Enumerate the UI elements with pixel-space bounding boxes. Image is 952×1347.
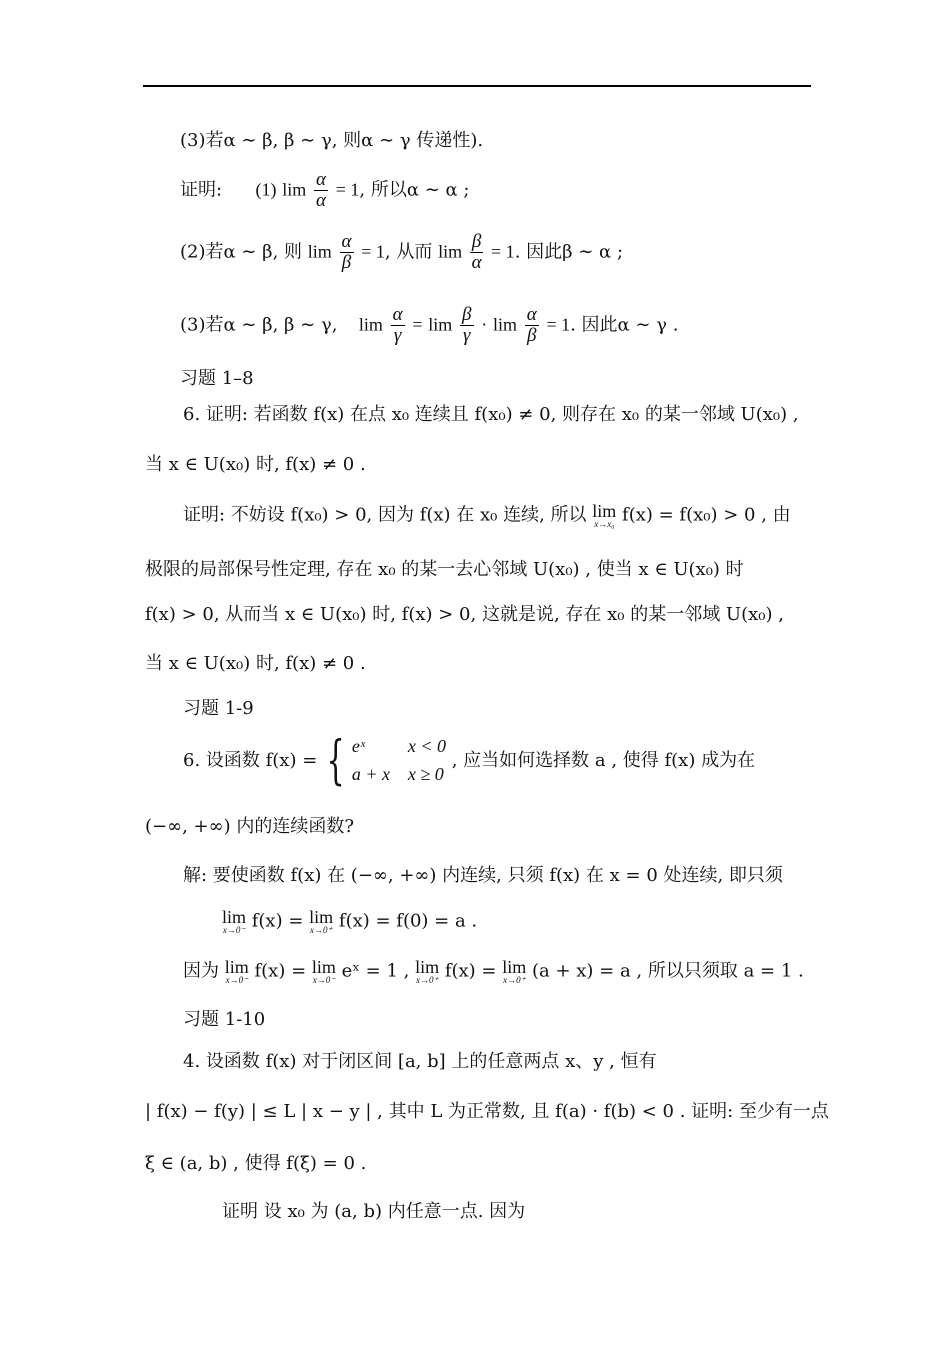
fraction-alpha-beta: $\frac{\alpha}{\beta}$ [526, 304, 537, 346]
equals-one: = 1 [546, 314, 571, 335]
solution-line1: 解: 要使函数 f(x) 在 (−∞, +∞) 内连续, 只须 f(x) 在 x = 0 处连续, 即只须 [183, 865, 783, 886]
limit-x-to-0-plus: lim x→0⁺ [415, 957, 440, 985]
solution-text: f(x) = [251, 910, 304, 932]
problem-6-proof-line4: 当 x ∈ U(x₀) 时, f(x) ≠ 0 . [145, 653, 366, 674]
problem-text: 6. 设函数 f(x) = [183, 749, 318, 771]
limit-x-to-0-minus: lim x→0⁻ [224, 957, 249, 985]
proof-line-1 [180, 170, 469, 211]
problem-6-statement-line2: 当 x ∈ U(x₀) 时, f(x) ≠ 0 . [145, 454, 366, 475]
fraction-beta-gamma: $\frac{\beta}{\gamma}$ [462, 304, 472, 346]
equals-one: = 1 [491, 241, 515, 262]
fraction-alpha-beta: $\frac{\alpha}{\beta}$ [341, 231, 352, 273]
proof-text: f(x) = f(x₀) > 0 , 由 [622, 504, 791, 526]
problem-6-proof-line1 [183, 502, 791, 529]
proof-label: 证明: [180, 179, 223, 201]
problem-6-proof-line2: 极限的局部保号性定理, 存在 x₀ 的某一去心邻域 U(x₀) , 使当 x ∈ U(x₀) 时 [145, 559, 744, 580]
proof-line-1-tail: , 所以α ∼ α ; [359, 179, 470, 201]
solution-text: f(x) = [254, 960, 307, 982]
lim-word: lim [438, 241, 463, 262]
proof-line-3: (3)若α ∼ β, β ∼ γ, lim $\frac{\alpha}{\gamma}$ = lim $\frac{\beta}{\gamma}$ · lim $\frac{\alpha}{\beta}$ = 1. 因此α ∼ γ . [180, 304, 679, 346]
dot-operator: · [481, 314, 488, 335]
header-rule [143, 85, 811, 87]
limit-x-to-0-minus: lim x→0⁻ [222, 907, 247, 935]
item-number: (1) [255, 179, 277, 200]
problem-6-statement-line1: 6. 证明: 若函数 f(x) 在点 x₀ 连续且 f(x₀) ≠ 0, 则存在 x₀ 的某一邻域 U(x₀) , [183, 404, 799, 425]
problem-4-statement-line1: 4. 设函数 f(x) 对于闭区间 [a, b] 上的任意两点 x、y , 恒有 [183, 1051, 657, 1072]
proof-line-2-mid: , 从而 [384, 241, 433, 263]
proof-line-3-head: (3)若α ∼ β, β ∼ γ, [180, 314, 338, 336]
piecewise-brace: { [326, 730, 345, 791]
proof-line-2 [180, 232, 623, 273]
proof-line-3-tail: . 因此α ∼ γ . [570, 314, 679, 336]
lim-word: lim [307, 241, 332, 262]
section-heading-1-10: 习题 1-10 [183, 1009, 266, 1030]
fraction-alpha-gamma: $\frac{\alpha}{\gamma}$ [392, 304, 403, 346]
problem-6b-statement [183, 730, 756, 791]
limit-x-to-0-plus: lim x→0⁺ [502, 957, 527, 985]
lim-word: lim [358, 314, 383, 335]
lim-word: lim [428, 314, 453, 335]
equals-one: = 1 [361, 241, 385, 262]
section-heading-1-9: 习题 1-9 [183, 698, 254, 719]
problem-4-proof-start: 证明 设 x₀ 为 (a, b) 内任意一点. 因为 [222, 1201, 526, 1222]
proof-line-2-tail: . 因此β ∼ α ; [514, 241, 624, 263]
solution-text: 因为 [183, 960, 219, 982]
proof-text: 证明: 不妨设 f(x₀) > 0, 因为 f(x) 在 x₀ 连续, 所以 [183, 504, 587, 526]
problem-4-statement-line2: | f(x) − f(y) | ≤ L | x − y | , 其中 L 为正常数, 且 f(a) · f(b) < 0 . 证明: 至少有一点 [145, 1101, 829, 1122]
fraction-beta-alpha: $\frac{\beta}{\alpha}$ [471, 231, 482, 273]
problem-6-proof-line3: f(x) > 0, 从而当 x ∈ U(x₀) 时, f(x) > 0, 这就是说, 存在 x₀ 的某一邻域 U(x₀) , [145, 604, 784, 625]
solution-text: (a + x) = a , 所以只须取 a = 1 . [531, 960, 804, 982]
property-3-statement: (3)若α ∼ β, β ∼ γ, 则α ∼ γ 传递性). [180, 130, 484, 151]
solution-text: f(x) = f(0) = a . [338, 910, 478, 932]
limit-x-to-0-plus: lim x→0⁺ [309, 907, 334, 935]
section-heading-1-8: 习题 1–8 [180, 368, 254, 389]
equals-one: = 1 [335, 179, 360, 200]
limit-x-to-0-minus: lim x→0⁻ [311, 957, 336, 985]
solution-line2 [222, 908, 477, 935]
proof-line-2-head: (2)若α ∼ β, 则 [180, 241, 303, 263]
fraction-alpha-alpha: $\frac{\alpha}{\alpha}$ [316, 169, 327, 211]
solution-line3 [183, 958, 804, 985]
piecewise-cases: eˣ x < 0 a + x x ≥ 0 [351, 736, 446, 784]
lim-word: lim [492, 314, 517, 335]
solution-text: f(x) = [444, 960, 497, 982]
problem-6b-statement-line2: (−∞, +∞) 内的连续函数? [145, 816, 355, 837]
lim-word: lim [282, 179, 307, 200]
problem-text: , 应当如何选择数 a , 使得 f(x) 成为在 [451, 749, 756, 771]
problem-4-statement-line3: ξ ∈ (a, b) , 使得 f(ξ) = 0 . [145, 1153, 367, 1174]
solution-text: eˣ = 1 , [341, 960, 410, 982]
limit-x-to-x0: lim x→x₀ [592, 501, 617, 529]
